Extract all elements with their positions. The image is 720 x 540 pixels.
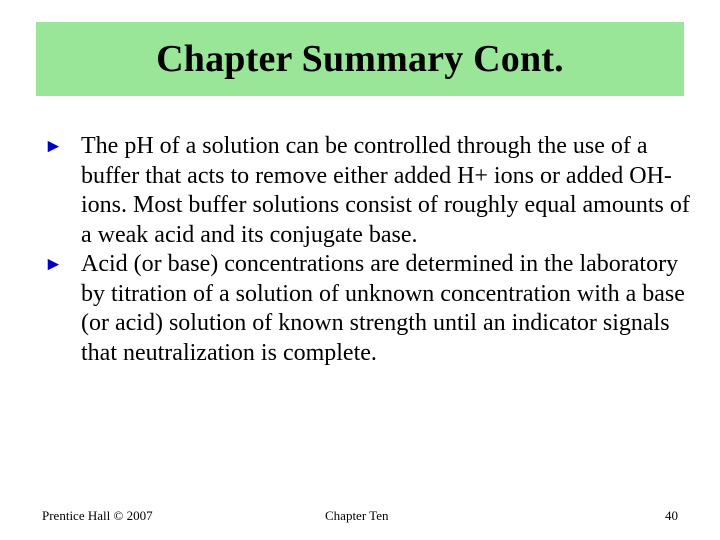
title-bar xyxy=(36,22,684,96)
slide-title: Chapter Summary Cont. xyxy=(156,38,564,80)
bullet-arrow-icon: ► xyxy=(44,136,63,157)
bullet-text: Acid (or base) concentrations are determined in the laboratory by titration of a solution of unknown concentration with a base (or acid) solution of known strength until an indicator signals that neutralization is complete. xyxy=(81,251,685,366)
bullet-list xyxy=(44,132,694,368)
footer-page-number: 40 xyxy=(665,508,678,523)
bullet-item xyxy=(44,250,694,368)
bullet-arrow-icon: ► xyxy=(44,254,63,275)
footer-copyright: Prentice Hall © 2007 xyxy=(42,508,153,523)
footer-chapter: Chapter Ten xyxy=(325,508,389,523)
bullet-text: The pH of a solution can be controlled through the use of a buffer that acts to remove either added H+ ions or added OH- ions. Most buffer solutions consist of roughly equal amounts of a weak acid and its conjugate base. xyxy=(81,133,690,248)
bullet-item xyxy=(44,132,694,250)
